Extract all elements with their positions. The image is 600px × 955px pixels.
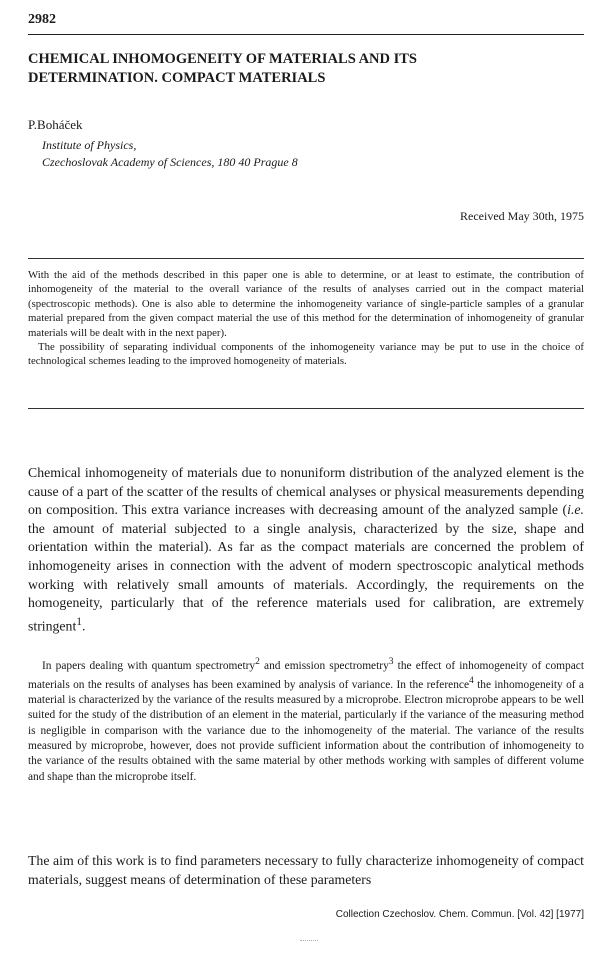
- body-text: the amount of material subjected to a single analysis, characterized by the size, shape and orientation within the material). As far as the compact materials are concerned the problem of inhomogeneity arises in connection with the advent of modern spectroscopic analytical methods working with relatively small amounts of materials. Accordingly, the requirements on the homogeneity, particularly that of the reference materials used for calibration, are extremely stringent: [28, 520, 584, 634]
- article-title: CHEMICAL INHOMOGENEITY OF MATERIALS AND ITS DETERMINATION. COMPACT MATERIALS: [28, 51, 418, 86]
- body-text: Chemical inhomogeneity of materials due to nonuniform distribution of the analyzed element is the cause of a part of the scatter of the results of chemical analyses or physical measurements depending on composition. This extra variance increases with decreasing amount of the analyzed sample (: [28, 465, 584, 518]
- abstract-paragraph-2: The possibility of separating individual components of the inhomogeneity variance may be put to use in the choice of technological schemes leading to the improved homogeneity of materials.: [28, 341, 584, 368]
- reference-marker: 4: [469, 676, 474, 687]
- author-affiliation: [42, 137, 298, 171]
- body-paragraph-3: [28, 852, 584, 889]
- page-number: 2982: [28, 12, 56, 27]
- reference-marker: 1: [76, 615, 83, 628]
- body-paragraph-1: [28, 464, 584, 636]
- body-text: the inhomogeneity of a material is characterized by the variance of the results measured by a microprobe. Electron microprobe appears to be well suited for the study of the distribution of an element in the material, particularly if the variance of the measuring method is negligible in comparison with the variance due to the inhomogeneity of the material. The variance of the results measured by microprobe, however, does not provide sufficient information about the contribution of inhomogeneity to the variance of the results obtained with the same material by other methods working with samples of different volume and shape than the microprobe itself.: [28, 678, 584, 783]
- scan-artifact: [300, 940, 318, 941]
- body-text: The aim of this work is to find parameters necessary to fully characterize inhomogeneity of compact materials, suggest means of determination of these parameters: [28, 853, 584, 887]
- body-text: .: [82, 618, 86, 634]
- abstract: [28, 268, 584, 369]
- abstract-top-rule: [28, 258, 584, 259]
- author-name: P.Boháček: [28, 117, 83, 132]
- body-paragraph-2: [28, 655, 584, 785]
- body-text: and emission spectrometry: [259, 659, 389, 672]
- body-text-italic: i.e.: [567, 502, 584, 518]
- reference-marker: 3: [388, 657, 394, 667]
- abstract-bottom-rule: [28, 408, 584, 409]
- abstract-paragraph-1: With the aid of the methods described in this paper one is able to determine, or at least to estimate, the contribution of inhomogeneity of the material to the overall variance of the results of analyses carried out in the compact material (spectroscopic methods). One is also able to determine the inhomogeneity variance of single-particle samples of a granular material prepared from the given compact material the use of this method for the determination of inhomogeneity of granular materials will be dealt with in the next paper).: [28, 269, 584, 339]
- affiliation-line-2: Czechoslovak Academy of Sciences, 180 40 Prague 8: [42, 155, 298, 169]
- received-date: Received May 30th, 1975: [460, 209, 584, 223]
- reference-marker: 2: [255, 657, 260, 667]
- body-text: the effect of inhomogeneity of compact materials on the results of analyses has been examined by analysis of variance. In the reference: [28, 659, 584, 691]
- header-rule: [28, 34, 584, 35]
- body-text: In papers dealing with quantum spectrometry: [42, 659, 256, 672]
- affiliation-line-1: Institute of Physics,: [42, 138, 137, 152]
- journal-footer: Collection Czechoslov. Chem. Commun. [Vol. 42] [1977]: [335, 909, 584, 920]
